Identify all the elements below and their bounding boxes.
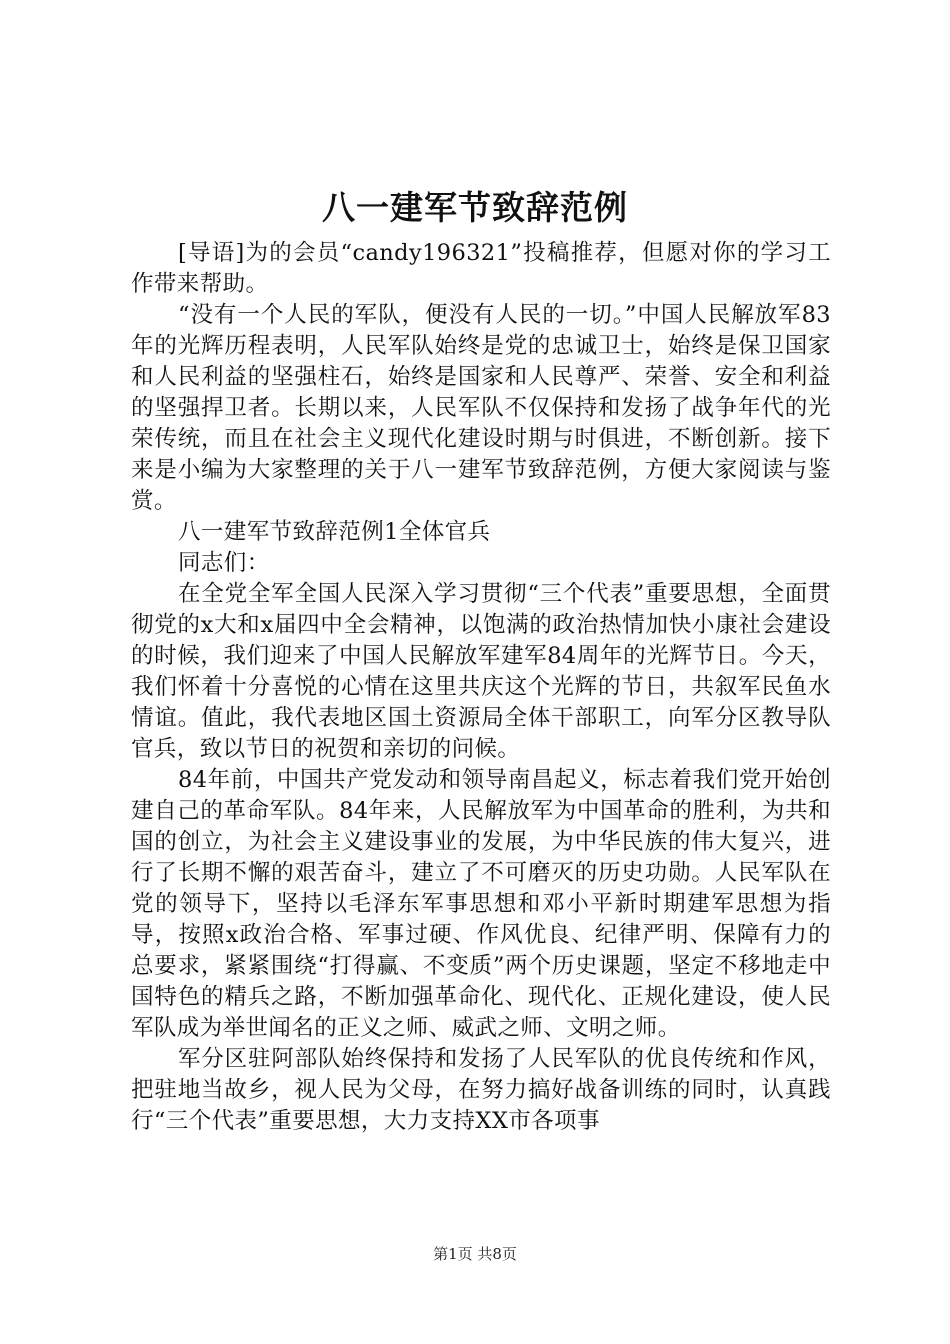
- paragraph-body: 84年前，中国共产党发动和领导南昌起义，标志着我们党开始创建自己的革命军队。84年来，人民解放军为中国革命的胜利，为共和国的创立，为社会主义建设事业的发展，为中华民族的伟大复兴，进行了长期不懈的艰苦奋斗，建立了不可磨灭的历史功勋。人民军队在党的领导下，坚持以毛泽东军事思想和邓小平新时期建军思想为指导，按照x政治合格、军事过硬、作风优良、纪律严明、保障有力的总要求，紧紧围绕“打得赢、不变质”两个历史课题，坚定不移地走中国特色的精兵之路，不断加强革命化、现代化、正规化建设，使人民军队成为举世闻名的正义之师、威武之师、文明之师。: [131, 767, 831, 1041]
- paragraph-intro: [导语]为的会员“candy196321”投稿推荐，但愿对你的学习工作带来帮助。: [131, 240, 831, 297]
- paragraph-body: 在全党全军全国人民深入学习贯彻“三个代表”重要思想，全面贯彻党的x大和x届四中全会精神，以饱满的政治热情加快小康社会建设的时候，我们迎来了中国人民解放军建军84周年的光辉节日。今天，我们怀着十分喜悦的心情在这里共庆这个光辉的节日，共叙军民鱼水情谊。值此，我代表地区国土资源局全体干部职工，向军分区教导队官兵，致以节日的祝贺和亲切的问候。: [131, 581, 831, 762]
- paragraph-section-heading: 八一建军节致辞范例1全体官兵: [178, 519, 491, 545]
- document-title: 八一建军节致辞范例: [322, 188, 628, 227]
- paragraph-quote: “没有一个人民的军队，便没有人民的一切。”中国人民解放军83年的光辉历程表明，人民军队始终是党的忠诚卫士，始终是保卫国家和人民利益的坚强柱石，始终是国家和人民尊严、荣誉、安全和利益的坚强捍卫者。长期以来，人民军队不仅保持和发扬了战争年代的光荣传统，而且在社会主义现代化建设时期与时俱进，不断创新。接下来是小编为大家整理的关于八一建军节致辞范例，方便大家阅读与鉴赏。: [131, 302, 831, 514]
- paragraph-salutation: 同志们：: [178, 550, 270, 576]
- document-body: [131, 238, 831, 1137]
- paragraph-body: 军分区驻阿部队始终保持和发扬了人民军队的优良传统和作风，把驻地当故乡，视人民为父母，在努力搞好战备训练的同时，认真践行“三个代表”重要思想，大力支持XX市各项事: [131, 1046, 831, 1134]
- page-number-footer: 第1页 共8页: [433, 1245, 517, 1263]
